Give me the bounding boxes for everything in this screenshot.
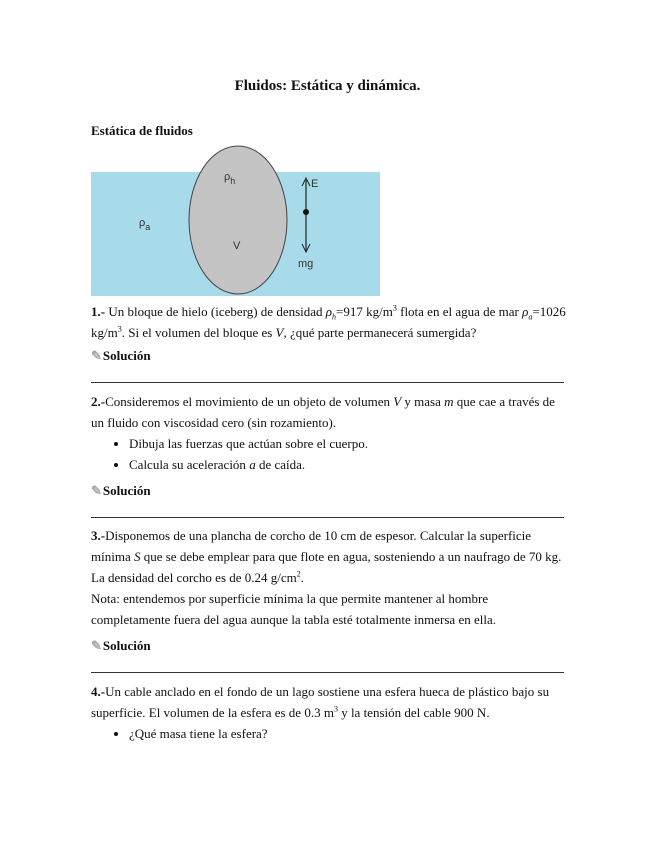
list-item: • Dibuja las fuerzas que actúan sobre el cuerpo. — [129, 433, 566, 454]
buoyancy-label: E — [311, 178, 319, 190]
divider — [91, 517, 564, 518]
iceberg-shape — [189, 146, 287, 294]
pencil-icon: ✎ — [91, 483, 102, 498]
solution-link-3[interactable]: ✎ Solución — [91, 638, 151, 653]
iceberg-figure — [91, 140, 381, 300]
weight-label: mg — [298, 258, 314, 270]
volume-label: V — [233, 240, 241, 252]
rho-a-label: $\rho_a$ — [139, 217, 151, 232]
center-point — [303, 209, 309, 215]
rho-h-label: $\rho_h$ — [224, 171, 236, 186]
divider — [91, 382, 564, 383]
solution-link-1[interactable]: ✎ Solución — [91, 348, 151, 363]
problem-1: 1.- Un bloque de hielo (iceberg) de densidad $\rho_h=917$ $kg/m^3$ flota en el agua de mar $\rho_a=1026$ $kg/m^3$. Si el volumen del bloque es V, ¿qué parte permanecerá sumergida? — [91, 303, 566, 340]
page-title: Fluidos: Estática y dinámica. — [234, 78, 421, 94]
problem-2: 2.-Consideremos el movimiento de un objeto de volumen V y masa m que cae a través de un fluido con viscosidad cero (sin rozamiento). • Dibuja las fuerzas que actúan sobre el cuerpo. • Calcula su aceleración a de caída. — [91, 391, 566, 475]
problem-3: 3.-Disponemos de una plancha de corcho de 10 cm de espesor. Calcular la superficie mínima S que se debe emplear para que flote en agua, sosteniendo a un naufrago de 70 kg. La densidad del corcho es de 0.24 $g/cm^2$. Nota: entendemos por superficie mínima la que permite mantener al hombre completamente fuera del agua aunque la tabla esté totalmente inmersa en ella. — [91, 528, 562, 627]
divider — [91, 672, 564, 673]
list-item: • Calcula su aceleración a de caída. — [129, 454, 566, 475]
pencil-icon: ✎ — [91, 638, 102, 653]
list-item: • ¿Qué masa tiene la esfera? — [129, 723, 566, 744]
solution-link-2[interactable]: ✎ Solución — [91, 483, 151, 498]
problem-4: 4.-Un cable anclado en el fondo de un lago sostiene una esfera hueca de plástico bajo su superficie. El volumen de la esfera es de 0.3 $m^3$ y la tensión del cable 900 N. • ¿Qué masa tiene la esfera? — [91, 681, 566, 744]
pencil-icon: ✎ — [91, 348, 102, 363]
section-heading: Estática de fluidos — [91, 123, 193, 138]
